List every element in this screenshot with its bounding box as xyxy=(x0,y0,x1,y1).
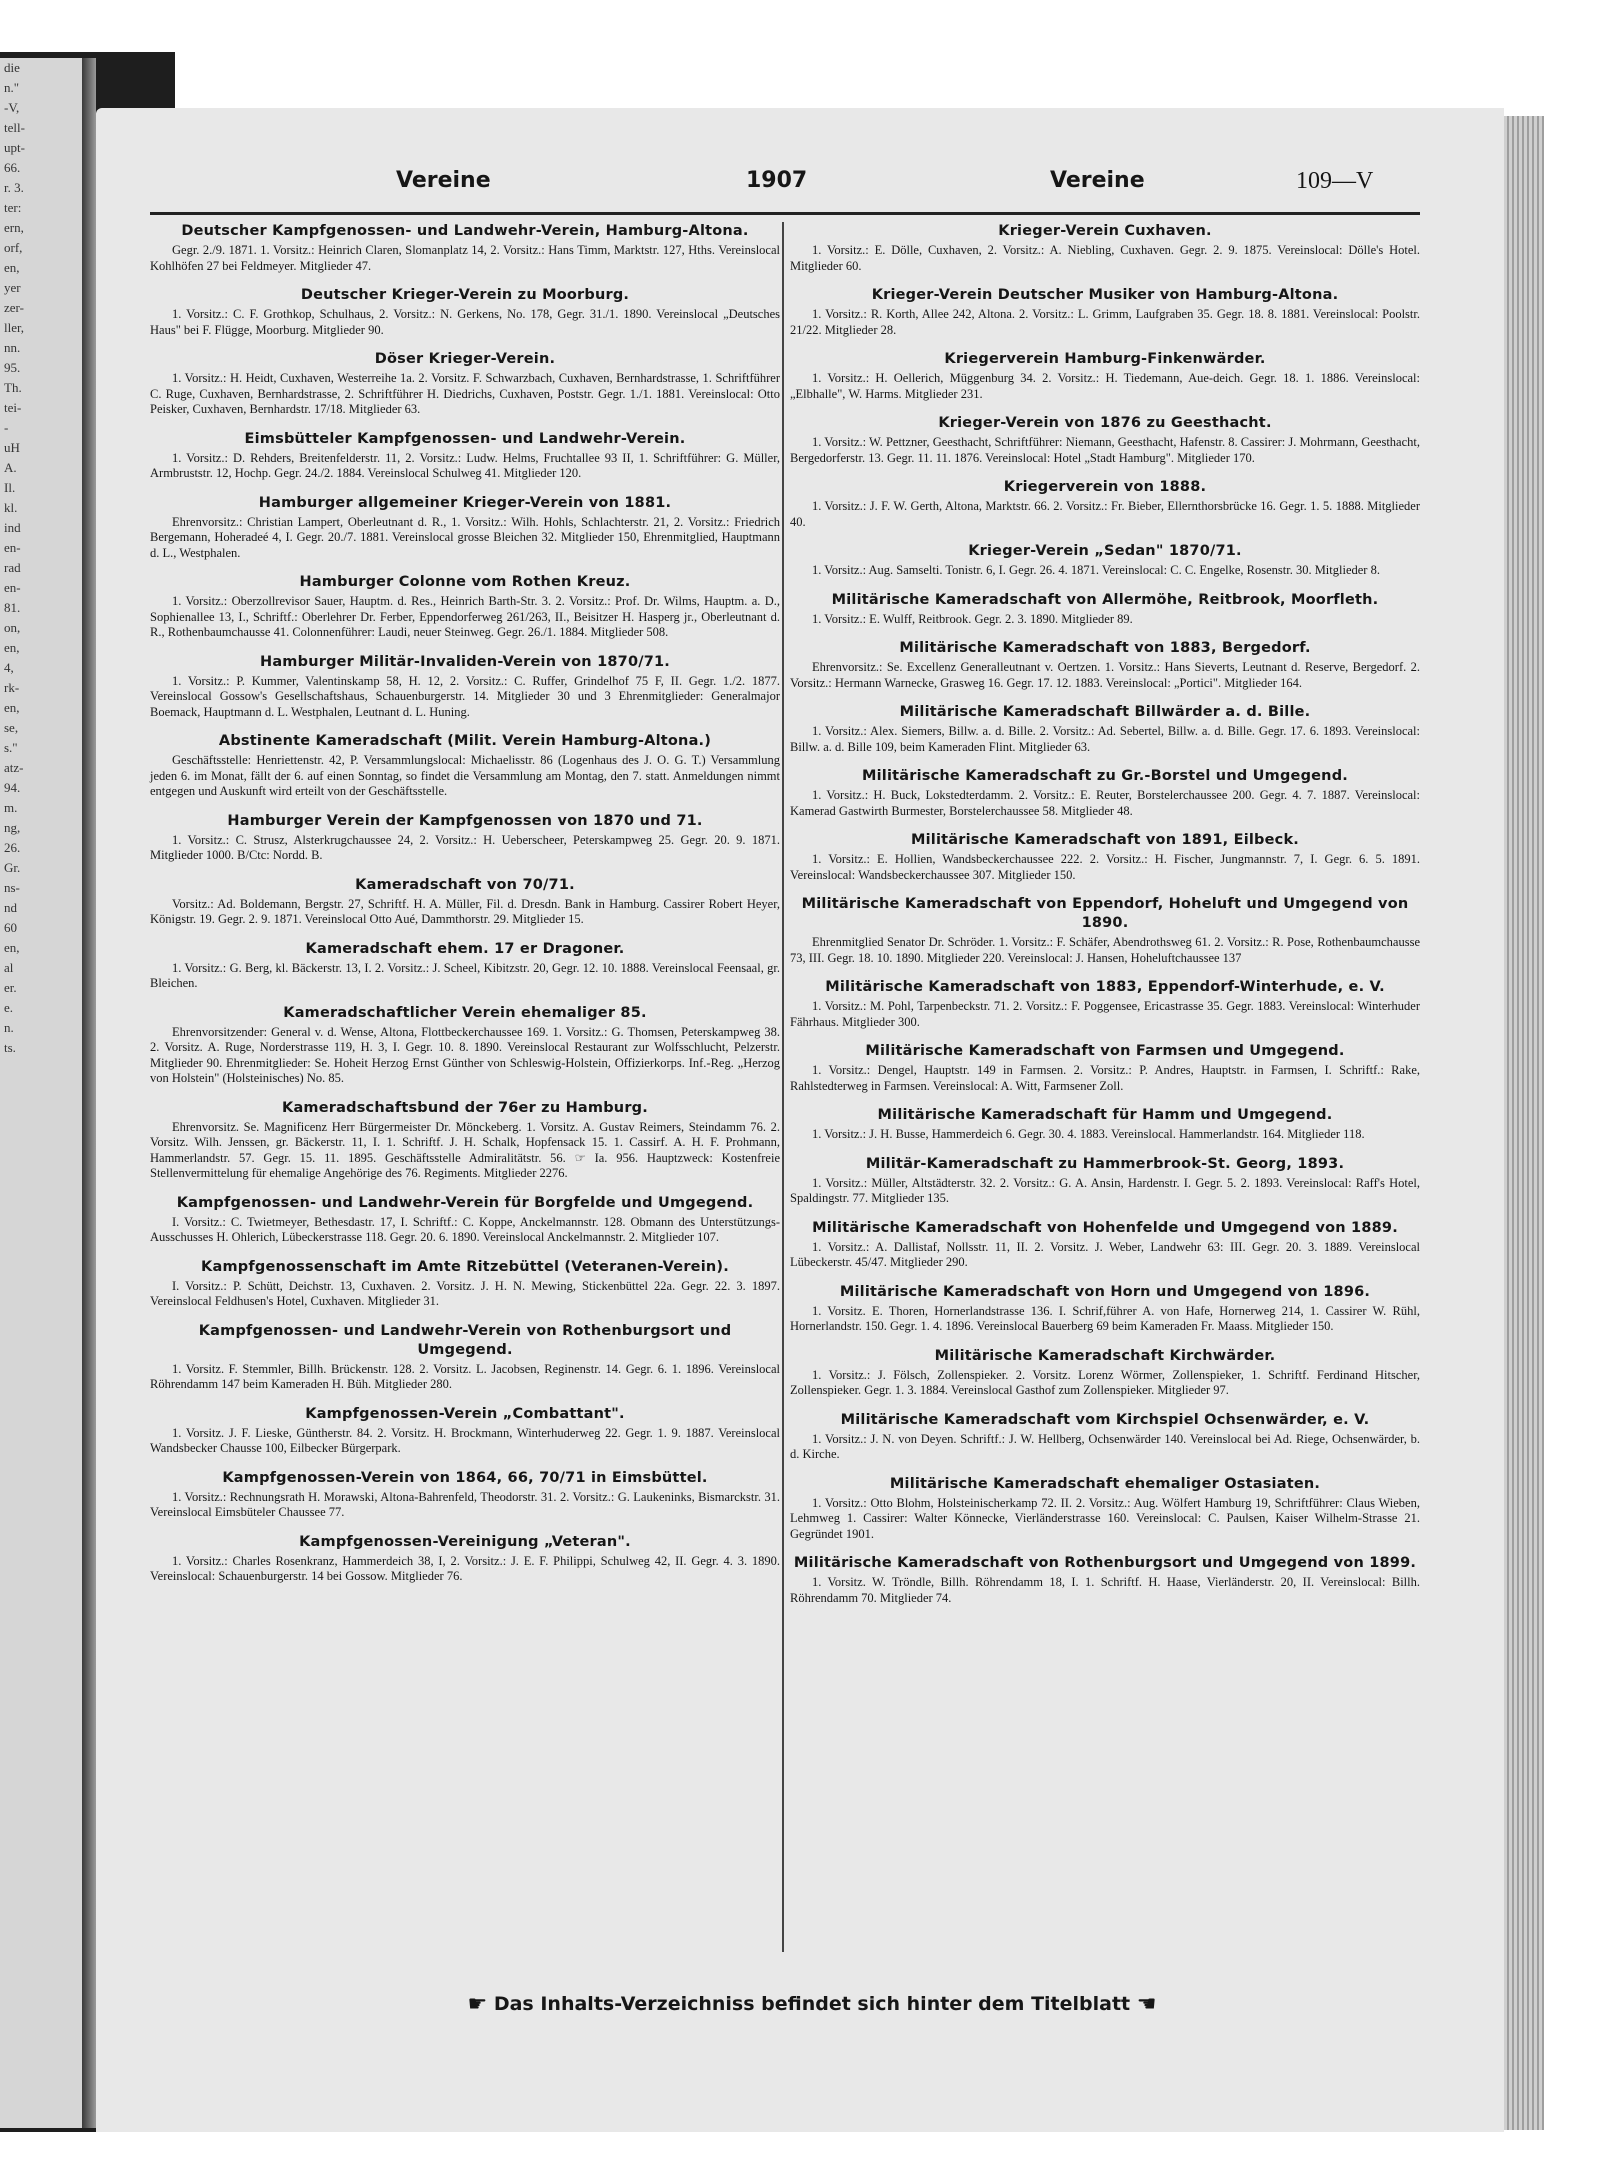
entry-title: Deutscher Krieger-Verein zu Moorburg. xyxy=(300,287,630,303)
page-stack-edges xyxy=(1504,116,1544,2130)
left-page-text-fragment: ts. xyxy=(4,1040,16,1055)
association-entry xyxy=(150,573,780,641)
left-page-text-fragment: en, xyxy=(4,260,20,275)
left-page-text-fragment: yer xyxy=(4,280,21,295)
association-entry xyxy=(790,222,1420,274)
association-entry xyxy=(790,831,1420,883)
left-page-text-fragment: uH xyxy=(4,440,20,455)
left-page-text-fragment: ern, xyxy=(4,220,24,235)
entry-body: 1. Vorsitz.: C. Strusz, Alsterkrugchaussee 24, 2. Vorsitz.: H. Ueberscheer, Peterskampweg 25. Gegr. 20. 9. 1871. Mitglieder 1000. B/Ctc: Nordd. B. xyxy=(150,832,780,862)
entry-title: Hamburger allgemeiner Krieger-Verein von 1881. xyxy=(258,494,672,511)
entry-body: 1. Vorsitz.: E. Hollien, Wandsbeckerchaussee 222. 2. Vorsitz.: H. Fischer, Jungmannstr. 7, I. Gegr. 6. 5. 1891. Vereinslocal: Wandsbeckerchaussee 307. Mitglieder 150. xyxy=(790,852,1420,882)
entry-title: Krieger-Verein Deutscher Musiker von Hamburg-Altona. xyxy=(871,287,1339,303)
entry-body: 1. Vorsitz.: Aug. Samselti. Tonistr. 6, I. Gegr. 26. 4. 1871. Vereinslocal: C. C. Engelke, Rosenstr. 30. Mitglieder 8. xyxy=(812,563,1380,577)
left-page-text-fragment: e. xyxy=(4,1000,14,1015)
association-entry xyxy=(790,1283,1420,1335)
left-page-text-fragment: on, xyxy=(4,620,21,635)
entry-body: 1. Vorsitz. E. Thoren, Hornerlandstrasse 136. I. Schrif,führer A. von Hafe, Hornerweg 214, 1. Cassirer W. Rühl, Hornerlandstr. 150. Gegr. 1. 4. 1896. Vereinslocal Bauerberg 69 beim Kameraden Fr. Maass. Mitglieder 150. xyxy=(790,1303,1420,1333)
left-page-text-fragment: r. 3. xyxy=(4,180,24,195)
entry-title: Kampfgenossen-Verein „Combattant". xyxy=(305,1405,625,1422)
entry-title: Militärische Kameradschaft von 1891, Eilbeck. xyxy=(910,832,1299,848)
entry-body: 1. Vorsitz.: Müller, Altstädterstr. 32. 2. Vorsitz.: G. A. Ansin, Hardenstr. I. Gegr. 5. 2. 1893. Vereinslocal: Raff's Hotel, Spaldingstr. 77. Mitglieder 135. xyxy=(790,1175,1420,1205)
left-page-text-fragment: n." xyxy=(4,80,20,95)
entry-body: 1. Vorsitz.: D. Rehders, Breitenfelderstr. 11, 2. Vorsitz.: Ludw. Helms, Fruchtallee 93 II, 1. Schriftführer: G. Müller, Armbruststr. 12, Hochp. Gegr. 24./2. 1884. Vereinslocal Schulweg 41. Mitglieder 120. xyxy=(150,450,780,480)
entry-title: Hamburger Militär-Invaliden-Verein von 1870/71. xyxy=(259,653,671,670)
entry-body: Vorsitz.: Ad. Boldemann, Bergstr. 27, Schriftf. H. A. Müller, Fil. d. Dresdn. Bank in Hamburg. Cassirer Robert Heyer, Königstr. 19. Gegr. 2. 9. 1871. Vereinslocal Otto Aué, Dammthorstr. 29. Mitglieder 15. xyxy=(150,896,780,926)
left-page-text-fragment: rad xyxy=(4,560,21,575)
entry-body: Geschäftsstelle: Henriettenstr. 42, P. Versammlungslocal: Michaelisstr. 86 (Logenhaus des J. O. G. T.) Versammlung jeden 6. im Monat, fällt der 6. auf einen Sonntag, so findet die Versammlung am Montag, den 7. statt. Anmeldungen nimmt entgegen und Auskunft wird erteilt von der Geschäftsstelle. xyxy=(150,753,780,798)
association-entry xyxy=(150,350,780,418)
association-entry xyxy=(150,1258,780,1310)
entry-body: Ehrenmitglied Senator Dr. Schröder. 1. Vorsitz.: F. Schäfer, Abendrothsweg 61. 2. Vorsitz.: R. Pose, Rothenbaumchausse 73, III. Gegr. 18. 10. 1890. Mitglieder 220. Vereinslocal: J. Hansen, Hoheluftchaussee 137 xyxy=(790,935,1420,965)
left-page-text-fragment: kl. xyxy=(4,500,18,515)
right-column xyxy=(790,222,1420,1618)
association-entry xyxy=(790,639,1420,691)
entry-body: 1. Vorsitz.: H. Heidt, Cuxhaven, Westerreihe 1a. 2. Vorsitz. F. Schwarzbach, Cuxhaven, Bernhardstrasse, 1. Schriftführer C. Ruge, Cuxhaven, Bernhardstrasse, 2. Schriftführer H. Diedrichs, Cuxhaven, Poststr. Gegr. 1./1. 1881. Vereinslocal: Otto Peisker, Cuxhaven, Bernhardstr. 17/18. Mitglieder 63. xyxy=(150,371,780,416)
association-entry xyxy=(150,653,780,721)
association-entry xyxy=(790,350,1420,402)
left-page-text-fragment: ter: xyxy=(4,200,22,215)
entry-title: Kampfgenossen-Vereinigung „Veteran". xyxy=(299,1533,631,1550)
entry-body: Ehrenvorsitz. Se. Magnificenz Herr Bürgermeister Dr. Mönckeberg. 1. Vorsitz. A. Gustav Reimers, Steindamm 76. 2. Vorsitz. Wilh. Jenssen, gr. Bäckerstr. 11, I. 1. Schriftf. J. H. Schalk, Hopfensack 15. 1. Cassirf. A. H. F. Prohmann, Hammerlandstr. 57. Gegr. 15. 11. 1895. Geschäftsstelle Admiralitätstr. 56. ☞ Ia. 956. Hauptzweck: Kostenfreie Stellenvermittelung für ehemalige Angehörige des 76. Regiments. Mitglieder 2276. xyxy=(150,1119,780,1180)
association-entry xyxy=(790,1347,1420,1399)
association-entry xyxy=(790,1554,1420,1606)
association-entry xyxy=(150,876,780,928)
left-page-text-fragment: n. xyxy=(4,1020,14,1035)
entry-body: 1. Vorsitz.: J. H. Busse, Hammerdeich 6. Gegr. 30. 4. 1883. Vereinslocal. Hammerlandstr. 164. Mitglieder 118. xyxy=(812,1127,1365,1141)
association-entry xyxy=(790,1411,1420,1463)
entry-body: 1. Vorsitz.: J. Fölsch, Zollenspieker. 2. Vorsitz. Lorenz Wörmer, Zollenspieker, 1. Schriftf. Ferdinand Hitscher, Zollenspieker. Gegr. 1. 3. 1884. Vereinslocal Gasthof zum Zollenspieker. Mitglieder 97. xyxy=(790,1367,1420,1397)
left-page-text-fragment: zer- xyxy=(4,300,24,315)
left-page-text-fragment: en, xyxy=(4,940,20,955)
entry-title: Militär-Kameradschaft zu Hammerbrook-St. Georg, 1893. xyxy=(865,1155,1345,1172)
entry-body: 1. Vorsitz.: J. F. W. Gerth, Altona, Marktstr. 66. 2. Vorsitz.: Fr. Bieber, Ellernthorsbrücke 16. Gegr. 1. 5. 1888. Mitglieder 40. xyxy=(790,499,1420,529)
left-page-text-fragment: ns- xyxy=(4,880,20,895)
entry-title: Döser Krieger-Verein. xyxy=(374,351,556,367)
page-gutter xyxy=(82,58,96,2128)
left-page-text-fragment: A. xyxy=(4,460,17,475)
entry-title: Kampfgenossen- und Landwehr-Verein für Borgfelde und Umgegend. xyxy=(176,1194,754,1211)
left-page-text-fragment: 26. xyxy=(4,840,21,855)
entry-body: 1. Vorsitz.: Charles Rosenkranz, Hammerdeich 38, I, 2. Vorsitz.: J. E. F. Philippi, Schulweg 42, II. Gegr. 4. 3. 1890. Vereinslocal: Schauenburgerstr. 14 bei Gossow. Mitglieder 76. xyxy=(150,1553,780,1583)
association-entry xyxy=(790,1106,1420,1143)
entry-title: Kameradschaft von 70/71. xyxy=(355,876,575,893)
left-page-text-fragment: tell- xyxy=(4,120,25,135)
entry-body: 1. Vorsitz.: Dengel, Hauptstr. 149 in Farmsen. 2. Vorsitz.: P. Andres, Hauptstr. in Farmsen, I. Schriftf.: Rake, Rahlstedterweg in Farmsen. Vereinslocal: A. Witt, Farmsener Zoll. xyxy=(790,1063,1420,1093)
left-page-text-fragment: nd xyxy=(4,900,17,915)
entry-title: Kampfgenossenschaft im Amte Ritzebüttel (Veteranen-Verein). xyxy=(201,1258,729,1275)
entry-body: I. Vorsitz.: P. Schütt, Deichstr. 13, Cuxhaven. 2. Vorsitz. J. H. N. Mewing, Stickenbüttel 22a. Gegr. 22. 3. 1897. Vereinslocal Feldhusen's Hotel, Cuxhaven. Mitglieder 31. xyxy=(150,1278,780,1308)
left-page-text-fragment: er. xyxy=(4,980,17,995)
association-entry xyxy=(790,286,1420,338)
entry-title: Kampfgenossen- und Landwehr-Verein von Rothenburgsort und Umgegend. xyxy=(198,1322,732,1358)
entry-body: 1. Vorsitz.: E. Wulff, Reitbrook. Gegr. 2. 3. 1890. Mitglieder 89. xyxy=(812,611,1133,626)
association-entry xyxy=(150,812,780,864)
left-page-text-fragment: se, xyxy=(4,720,19,735)
left-page-text-fragment: Gr. xyxy=(4,860,21,875)
entry-body: 1. Vorsitz.: Oberzollrevisor Sauer, Hauptm. d. Res., Heinrich Barth-Str. 3. 2. Vorsitz.: Prof. Dr. Wilms, Hauptm. a. D., Sophienallee 13, I., Schriftf.: Oberlehrer Dr. Ferber, Eppendorferweg 261/263, II., Beisitzer H. Hasperg jr., Oberleutnant d. R., Rothenbaumchausse 41. Colonnenführer: Laudi, neuer Steinweg. Gegr. 26./1. 1884. Mitglieder 508. xyxy=(150,594,780,639)
entry-title: Militärische Kameradschaft Kirchwärder. xyxy=(934,1347,1276,1364)
entry-title: Militärische Kameradschaft von Horn und Umgegend von 1896. xyxy=(839,1283,1371,1300)
left-page-text-fragment: nn. xyxy=(4,340,21,355)
left-page-text-fragment: Il. xyxy=(4,480,16,495)
entry-title: Militärische Kameradschaft von 1883, Bergedorf. xyxy=(899,640,1311,656)
entry-body: 1. Vorsitz. W. Tröndle, Billh. Röhrendamm 18, I. 1. Schriftf. H. Haase, Vierländerstr. 20, II. Vereinslocal: Billh. Röhrendamm 70. Mitglieder 74. xyxy=(790,1575,1420,1605)
association-entry xyxy=(790,1155,1420,1207)
association-entry xyxy=(150,1405,780,1457)
left-page-text-fragment: en, xyxy=(4,640,20,655)
left-page-text-fragment: en, xyxy=(4,700,20,715)
entry-title: Militärische Kameradschaft von Rothenburgsort und Umgegend von 1899. xyxy=(793,1555,1417,1571)
association-entry xyxy=(150,222,780,274)
entry-body: Gegr. 2./9. 1871. 1. Vorsitz.: Heinrich Claren, Slomanplatz 14, 2. Vorsitz.: Hans Timm, Marktstr. 127, Hths. Vereinslocal Kohlhöfen 27 bei Feldmeyer. Mitglieder 47. xyxy=(150,243,780,273)
entry-title: Kriegerverein Hamburg-Finkenwärder. xyxy=(944,351,1266,367)
entry-title: Militärische Kameradschaft Billwärder a. d. Bille. xyxy=(899,704,1311,720)
left-page-text-fragment: tei- xyxy=(4,400,22,415)
left-page-text-fragment: 66. xyxy=(4,160,21,175)
left-page-text-fragment: en- xyxy=(4,580,21,595)
entry-title: Kriegerverein von 1888. xyxy=(1003,479,1207,495)
header-year: 1907 xyxy=(746,168,808,193)
entry-body: Ehrenvorsitz.: Christian Lampert, Oberleutnant d. R., 1. Vorsitz.: Wilh. Hohls, Schlachterstr. 21, 2. Vorsitz.: Friedrich Bergemann, Hoheradeé 4, I. Gegr. 20./7. 1881. Vereinslocal grosse Bleichen 32. Mitglieder 150, Ehrenmitglied, Hauptmann d. L., Westphalen. xyxy=(150,514,780,560)
entry-title: Kampfgenossen-Verein von 1864, 66, 70/71 in Eimsbüttel. xyxy=(222,1469,708,1486)
left-page-text-fragment: s." xyxy=(4,740,18,755)
entry-title: Militärische Kameradschaft von Farmsen und Umgegend. xyxy=(865,1043,1345,1059)
entry-title: Eimsbütteler Kampfgenossen- und Landwehr-Verein. xyxy=(244,430,686,447)
left-page-text-fragment: atz- xyxy=(4,760,24,775)
entry-body: 1. Vorsitz.: A. Dallistaf, Nollsstr. 11, II. 2. Vorsitz. J. Weber, Landwehr 63: III. Gegr. 20. 3. 1889. Vereinslocal Lübeckerstr. 45/47. Mitglieder 290. xyxy=(790,1239,1420,1269)
entry-title: Hamburger Colonne vom Rothen Kreuz. xyxy=(299,574,631,590)
association-entry xyxy=(790,703,1420,755)
association-entry xyxy=(150,494,780,562)
association-entry xyxy=(150,1099,780,1182)
footer-note xyxy=(412,1992,1212,2022)
entry-body: 1. Vorsitz. F. Stemmler, Billh. Brückenstr. 128. 2. Vorsitz. L. Jacobsen, Reginenstr. 14. Gegr. 6. 1. 1896. Vereinslocal Röhrendamm 147 beim Kameraden H. Büh. Mitglieder 280. xyxy=(150,1361,780,1391)
entry-title: Kameradschaftlicher Verein ehemaliger 85. xyxy=(283,1004,647,1021)
entry-body: 1. Vorsitz.: W. Pettzner, Geesthacht, Schriftführer: Niemann, Geesthacht, Hafenstr. 8. Cassirer: J. Mohrmann, Geesthacht, Bergedorferstr. 13. Gegr. 11. 11. 1876. Vereinslocal: Hotel „Stadt Hamburg". Mitglieder 170. xyxy=(790,435,1420,465)
entry-title: Militärische Kameradschaft zu Gr.-Borstel und Umgegend. xyxy=(861,768,1348,784)
left-column xyxy=(150,222,780,1597)
association-entry xyxy=(790,414,1420,466)
entry-title: Militärische Kameradschaft von Eppendorf, Hoheluft und Umgegend von 1890. xyxy=(801,896,1409,931)
left-page-text-fragment: - xyxy=(4,420,9,435)
entry-title: Krieger-Verein „Sedan" 1870/71. xyxy=(968,543,1242,559)
entry-body: 1. Vorsitz.: H. Buck, Lokstedterdamm. 2. Vorsitz.: E. Reuter, Borstelerchaussee 200. Gegr. 4. 7. 1887. Vereinslocal: Kamerad Gastwirth Burmester, Borstelerchaussee 58. Mitglieder 48. xyxy=(790,788,1420,818)
left-page-text-fragment: 95. xyxy=(4,360,21,375)
entry-title: Abstinente Kameradschaft (Milit. Verein Hamburg-Altona.) xyxy=(218,733,712,749)
left-page-text-fragment: upt- xyxy=(4,140,25,155)
left-page-text-fragment: -V, xyxy=(4,100,20,115)
entry-body: Ehrenvorsitz.: Se. Excellenz Generalleutnant v. Oertzen. 1. Vorsitz.: Hans Sieverts, Leutnant d. Reserve, Bergedorf. 2. Vorsitz.: Hermann Warnecke, Grasweg 16. Gegr. 17. 12. 1883. Vereinslocal: „Portici". Mitglieder 164. xyxy=(790,660,1420,690)
entry-title: Krieger-Verein von 1876 zu Geesthacht. xyxy=(938,415,1272,431)
entry-body: 1. Vorsitz.: M. Pohl, Tarpenbeckstr. 71. 2. Vorsitz.: F. Poggensee, Ericastrasse 35. Gegr. 1883. Vereinslocal: Winterhuder Fährhaus. Mitglieder 300. xyxy=(790,999,1420,1029)
association-entry xyxy=(790,1219,1420,1271)
entry-body: 1. Vorsitz.: R. Korth, Allee 242, Altona. 2. Vorsitz.: L. Grimm, Laufgraben 35. Gegr. 18. 8. 1881. Vereinslocal: Poolstr. 21/22. Mitglieder 28. xyxy=(790,307,1420,337)
left-page-text-fragment: 60 xyxy=(4,920,17,935)
association-entry xyxy=(790,767,1420,819)
left-page-text-fragment: Th. xyxy=(4,380,22,395)
association-entry xyxy=(150,940,780,992)
entry-title: Militärische Kameradschaft von 1883, Eppendorf-Winterhude, e. V. xyxy=(825,979,1385,995)
left-page-text-fragment: al xyxy=(4,960,14,975)
left-page-edge xyxy=(0,58,85,2128)
header-rule xyxy=(150,212,1420,215)
pointing-hand-right-icon: ☛ xyxy=(467,1992,488,2017)
left-page-text-fragment: rk- xyxy=(4,680,20,695)
header-right-label: Vereine xyxy=(1050,168,1145,193)
entry-title: Militärische Kameradschaft von Hohenfelde und Umgegend von 1889. xyxy=(812,1219,1398,1236)
association-entry xyxy=(790,978,1420,1030)
entry-title: Kameradschaft ehem. 17 er Dragoner. xyxy=(305,940,625,957)
entry-title: Krieger-Verein Cuxhaven. xyxy=(998,223,1212,239)
association-entry xyxy=(790,478,1420,530)
entry-body: 1. Vorsitz.: H. Oellerich, Müggenburg 34. 2. Vorsitz.: H. Tiedemann, Aue-deich. Gegr. 18. 1. 1886. Vereinslocal: „Elbhalle", W. Harms. Mitglieder 231. xyxy=(790,371,1420,401)
association-entry xyxy=(150,1004,780,1087)
association-entry xyxy=(790,1475,1420,1543)
pointing-hand-left-icon: ☚ xyxy=(1136,1992,1157,2017)
entry-body: 1. Vorsitz.: G. Berg, kl. Bäckerstr. 13, I. 2. Vorsitz.: J. Scheel, Kibitzstr. 20, Gegr. 12. 10. 1888. Vereinslocal Feensaal, gr. Bleichen. xyxy=(150,960,780,990)
association-entry xyxy=(150,1533,780,1585)
left-page-text-fragment: 81. xyxy=(4,600,21,615)
entry-title: Militärische Kameradschaft vom Kirchspiel Ochsenwärder, e. V. xyxy=(840,1411,1370,1428)
entry-body: 1. Vorsitz.: Otto Blohm, Holsteinischerkamp 72. II. 2. Vorsitz.: Aug. Wölfert Hamburg 19, Schriftführer: Claus Wieben, Lehmweg 1. Cassirer: Walter Könnecke, Vierländerstrasse 160. Vereinslocal: C. Paulsen, Kaiser Wilhelm-Strasse 21. Gegründet 1901. xyxy=(790,1495,1420,1541)
entry-body: 1. Vorsitz.: Alex. Siemers, Billw. a. d. Bille. 2. Vorsitz.: Ad. Sebertel, Billw. a. d. Bille. Gegr. 17. 6. 1893. Vereinslocal: Billw. a. d. Bille 109, beim Kameraden Flint. Mitglieder 63. xyxy=(790,724,1420,754)
left-page-text-fragment: ller, xyxy=(4,320,25,335)
left-page-text-fragment: ng, xyxy=(4,820,21,835)
association-entry xyxy=(150,732,780,800)
left-page-text-fragment: 94. xyxy=(4,780,21,795)
entry-body: 1. Vorsitz.: C. F. Grothkop, Schulhaus, 2. Vorsitz.: N. Gerkens, No. 178, Gegr. 31./1. 1890. Vereinslocal „Deutsches Haus" bei F. Flügge, Moorburg. Mitglieder 90. xyxy=(150,307,780,337)
entry-body: 1. Vorsitz.: E. Dölle, Cuxhaven, 2. Vorsitz.: A. Niebling, Cuxhaven. Gegr. 2. 9. 1875. Vereinslocal: Dölle's Hotel. Mitglieder 60. xyxy=(790,243,1420,273)
left-page-text-fragment: die xyxy=(4,60,20,75)
association-entry xyxy=(150,430,780,482)
entry-title: Deutscher Kampfgenossen- und Landwehr-Verein, Hamburg-Altona. xyxy=(181,223,749,239)
entry-body: 1. Vorsitz. J. F. Lieske, Güntherstr. 84. 2. Vorsitz. H. Brockmann, Winterhuderweg 22. Gegr. 1. 9. 1887. Vereinslocal Wandsbecker Chausse 100, Eilbecker Bürgerpark. xyxy=(150,1425,780,1455)
association-entry xyxy=(150,1322,780,1393)
entry-title: Militärische Kameradschaft von Allermöhe, Reitbrook, Moorfleth. xyxy=(831,591,1379,608)
association-entry xyxy=(790,1042,1420,1094)
association-entry xyxy=(790,542,1420,579)
left-page-text-fragment: 4, xyxy=(4,660,14,675)
entry-title: Militärische Kameradschaft ehemaliger Ostasiaten. xyxy=(889,1475,1321,1492)
left-page-text-fragment: m. xyxy=(4,800,18,815)
left-page-text-fragment: orf, xyxy=(4,240,23,255)
entry-title: Hamburger Verein der Kampfgenossen von 1870 und 71. xyxy=(227,812,703,829)
left-page-text-fragment: en- xyxy=(4,540,21,555)
entry-title: Kameradschaftsbund der 76er zu Hamburg. xyxy=(282,1099,648,1116)
entry-body: 1. Vorsitz.: J. N. von Deyen. Schriftf.: J. W. Hellberg, Ochsenwärder 140. Vereinslocal bei Ad. Riege, Ochsenwärder, b. d. Kirche. xyxy=(790,1431,1420,1461)
association-entry xyxy=(150,1194,780,1246)
page-number: 109—V xyxy=(1296,168,1374,194)
footer-text: Das Inhalts-Verzeichniss befindet sich hinter dem Titelblatt xyxy=(493,1993,1131,2015)
association-entry xyxy=(150,1469,780,1521)
column-divider xyxy=(782,222,784,1952)
header-left-label: Vereine xyxy=(396,168,491,193)
entry-body: 1. Vorsitz.: P. Kummer, Valentinskamp 58, H. 12, 2. Vorsitz.: C. Ruffer, Grindelhof 75 F, II. Gegr. 1./2. 1877. Vereinslocal Gossow's Gesellschaftshaus, Schauenburgerstr. 14. Mitglieder 30 und 3 Ehrenmitglieder: Generalmajor Boemack, Hauptmann d. L. Westphalen, Leutnant d. L. Huning. xyxy=(150,673,780,719)
running-header xyxy=(396,168,1416,208)
entry-body: 1. Vorsitz.: Rechnungsrath H. Morawski, Altona-Bahrenfeld, Theodorstr. 31. 2. Vorsitz.: G. Laukeninks, Bismarckstr. 31. Vereinslocal Eimsbüteler Chaussee 77. xyxy=(150,1489,780,1519)
association-entry xyxy=(790,591,1420,628)
entry-body: Ehrenvorsitzender: General v. d. Wense, Altona, Flottbeckerchaussee 169. 1. Vorsitz.: G. Thomsen, Peterskampweg 38. 2. Vorsitz. A. Ruge, Norderstrasse 119, H. 3, I. Gegr. 10. 8. 1890. Vereinslocal Restaurant zur Wolfsschlucht, Pelzerstr. Mitglieder 90. Ehrenmitglieder: Se. Hoheit Herzog Ernst Günther von Schleswig-Holstein, Offizierkorps. Inf.-Reg. „Herzog von Holstein" (Holsteinisches) No. 85. xyxy=(150,1024,780,1085)
entry-title: Militärische Kameradschaft für Hamm und Umgegend. xyxy=(877,1107,1333,1123)
entry-body: I. Vorsitz.: C. Twietmeyer, Bethesdastr. 17, I. Schriftf.: C. Koppe, Anckelmannstr. 128. Obmann des Unterstützungs-Ausschusses H. Ohlerich, Lübeckerstrasse 118. Gegr. 20. 6. 1890. Vereinslocal Anckelmannstr. 2. Mitglieder 107. xyxy=(150,1214,780,1244)
left-page-text-fragment: ind xyxy=(4,520,21,535)
association-entry xyxy=(790,895,1420,966)
association-entry xyxy=(150,286,780,338)
